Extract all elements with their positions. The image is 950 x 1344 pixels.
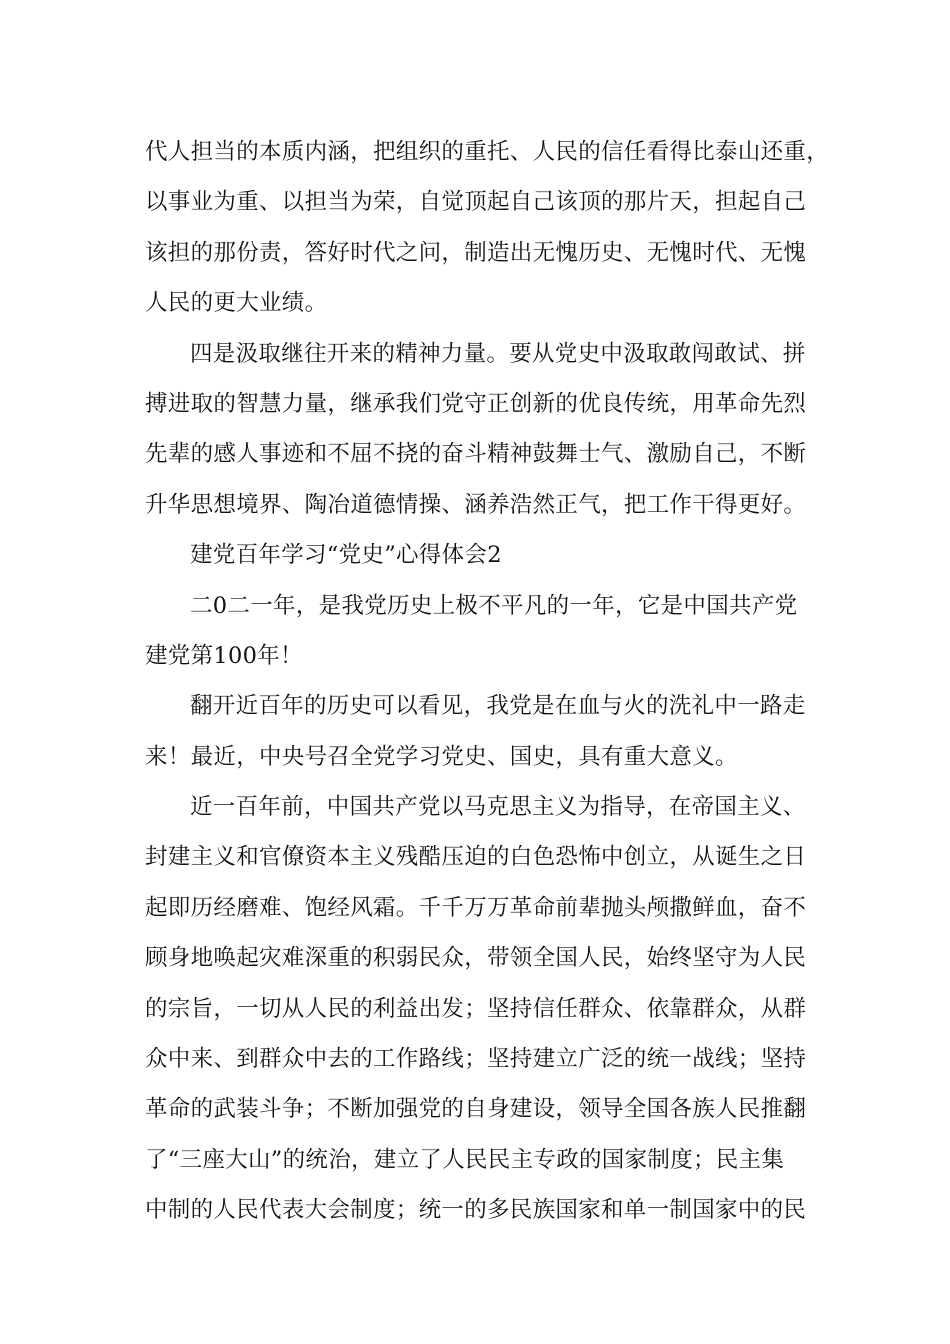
text-line: 顾身地唤起灾难深重的积弱民众，带领全国人民，始终坚守为人民	[145, 945, 807, 972]
document-body	[145, 127, 830, 1236]
text-line: 起即历经磨难、饱经风霜。千千万万革命前辈抛头颅撒鲜血，奋不	[145, 894, 807, 921]
text-line: 先辈的感人事迹和不屈不挠的奋斗精神鼓舞士气、激励自己，不断	[145, 441, 807, 468]
text-line: 代人担当的本质内涵，把组织的重托、人民的信任看得比泰山还重，	[145, 139, 830, 165]
text-line: 中制的人民代表大会制度；统一的多民族国家和单一制国家中的民	[145, 1197, 807, 1224]
text-line: 封建主义和官僚资本主义残酷压迫的白色恐怖中创立，从诞生之日	[145, 844, 807, 871]
text-line: 该担的那份责，答好时代之问，制造出无愧历史、无愧时代、无愧	[145, 239, 807, 266]
text-line: 众中来、到群众中去的工作路线；坚持建立广泛的统一战线；坚持	[145, 1046, 807, 1073]
text-line: 搏进取的智慧力量，继承我们党守正创新的优良传统，用革命先烈	[145, 390, 807, 417]
paragraph-start-line: 二0二一年，是我党历史上极不平凡的一年，它是中国共产党	[190, 592, 798, 619]
text-line: 革命的武装斗争；不断加强党的自身建设，领导全国各族人民推翻	[145, 1096, 807, 1123]
paragraph-start-line: 翻开近百年的历史可以看见，我党是在血与火的洗礼中一路走	[190, 693, 806, 720]
text-line: 以事业为重、以担当为荣，自觉顶起自己该顶的那片天，担起自己	[145, 189, 807, 216]
paragraph-start-line: 四是汲取继往开来的精神力量。要从党史中汲取敢闯敢试、拼	[190, 340, 806, 367]
paragraph-start-line: 近一百年前，中国共产党以马克思主义为指导，在帝国主义、	[190, 794, 806, 821]
text-line: 来！最近，中央号召全党学习党史、国史，具有重大意义。	[145, 743, 738, 770]
text-line: 升华思想境界、陶冶道德情操、涵养浩然正气，把工作干得更好。	[145, 491, 807, 518]
section-heading: 建党百年学习“党史”心得体会2	[190, 542, 502, 569]
text-line: 建党第100年！	[145, 642, 303, 669]
text-line: 人民的更大业绩。	[145, 290, 328, 317]
text-line: 的宗旨，一切从人民的利益出发；坚持信任群众、依靠群众，从群	[145, 995, 807, 1022]
text-line: 了“三座大山”的统治，建立了人民民主专政的国家制度；民主集	[145, 1146, 785, 1173]
